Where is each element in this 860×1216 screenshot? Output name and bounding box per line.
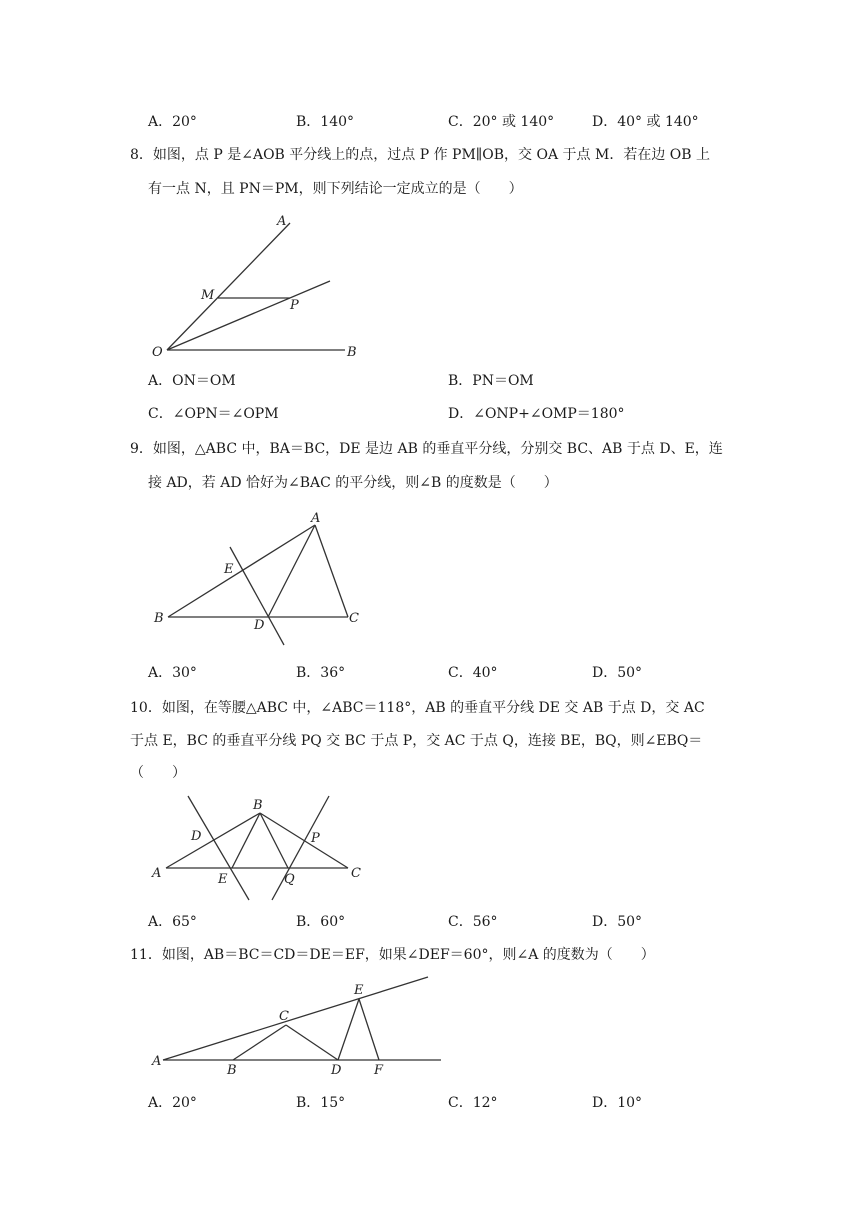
segment-de [338,999,359,1060]
label-p: P [311,831,320,846]
q7-option-c: C．20° 或 140° [448,114,555,130]
segment-ef [359,999,379,1060]
ray-op [167,281,330,350]
q11-option-b: B．15° [296,1095,346,1111]
q7-option-b: B．140° [296,114,355,130]
q10-stem-line2: 于点 E，BC 的垂直平分线 PQ 交 BC 于点 P，交 AC 于点 Q，连接 BE，BQ，则∠EBQ＝ [130,733,703,749]
side-ba [168,525,315,617]
ray-oa [167,223,290,350]
q11-option-c: C．12° [448,1095,498,1111]
q8-options-row2 [0,403,860,425]
q10-option-a: A．65° [148,914,197,930]
label-c: C [349,611,359,626]
q9-option-c: C．40° [448,665,498,681]
label-p: P [290,298,299,313]
label-b: B [347,345,357,360]
q8-option-a: A．ON＝OM [148,373,236,389]
label-m: M [201,288,215,303]
q9-figure [150,505,380,655]
label-b: B [227,1063,237,1078]
q8-stem-line2: 有一点 N，且 PN＝PM，则下列结论一定成立的是（ ） [148,181,523,197]
label-a: A [311,511,321,526]
q7-option-a: A．20° [148,114,197,130]
label-a: A [152,866,162,881]
label-b: B [253,798,263,813]
q8-option-b: B．PN＝OM [448,373,534,389]
ray-ae [163,977,428,1060]
q10-stem-line3: （ ） [130,765,186,781]
q9-option-a: A．30° [148,665,197,681]
side-ac [315,525,348,617]
label-e: E [218,872,228,887]
q7-options [0,111,860,133]
q10-options [0,911,860,933]
label-e: E [354,983,364,998]
label-f: F [374,1063,384,1078]
segment-ad [268,525,315,617]
q10-stem-line1: 10．如图，在等腰△ABC 中，∠ABC＝118°，AB 的垂直平分线 DE 交 AB 于点 D，交 AC [130,700,705,716]
label-c: C [279,1009,289,1024]
q11-option-a: A．20° [148,1095,197,1111]
q11-option-d: D．10° [592,1095,643,1111]
q8-option-d: D．∠ONP+∠OMP＝180° [448,406,625,422]
q11-figure [148,972,448,1080]
q8-option-c: C．∠OPN＝∠OPM [148,406,279,422]
q7-option-d: D．40° 或 140° [592,114,699,130]
q10-option-c: C．56° [448,914,498,930]
q9-stem-line2: 接 AD，若 AD 恰好为∠BAC 的平分线，则∠B 的度数是（ ） [148,475,558,491]
q9-options [0,662,860,684]
label-a: A [277,214,287,229]
q10-figure [148,793,378,903]
q8-stem-line1: 8．如图，点 P 是∠AOB 平分线上的点，过点 P 作 PM∥OB，交 OA 于点 M．若在边 OB 上 [130,147,710,163]
perpendicular-bisector-pq [272,796,329,900]
q11-options [0,1092,860,1114]
label-e: E [224,562,234,577]
q8-options-row1 [0,370,860,392]
label-c: C [351,866,361,881]
label-o: O [152,345,163,360]
q10-option-b: B．60° [296,914,346,930]
label-d: D [254,618,265,633]
q9-option-d: D．50° [592,665,643,681]
q9-stem-line1: 9．如图，△ABC 中，BA＝BC，DE 是边 AB 的垂直平分线，分别交 BC、AB 于点 D、E，连 [130,441,723,457]
q11-stem-line1: 11．如图，AB＝BC＝CD＝DE＝EF，如果∠DEF＝60°，则∠A 的度数为（ ） [130,947,655,963]
q9-option-b: B．36° [296,665,346,681]
label-b: B [154,611,164,626]
q8-figure [140,205,380,365]
label-d: D [191,829,202,844]
label-d: D [331,1063,342,1078]
label-q: Q [284,872,295,887]
q10-option-d: D．50° [592,914,643,930]
label-a: A [152,1054,162,1069]
segment-cd [286,1025,338,1060]
